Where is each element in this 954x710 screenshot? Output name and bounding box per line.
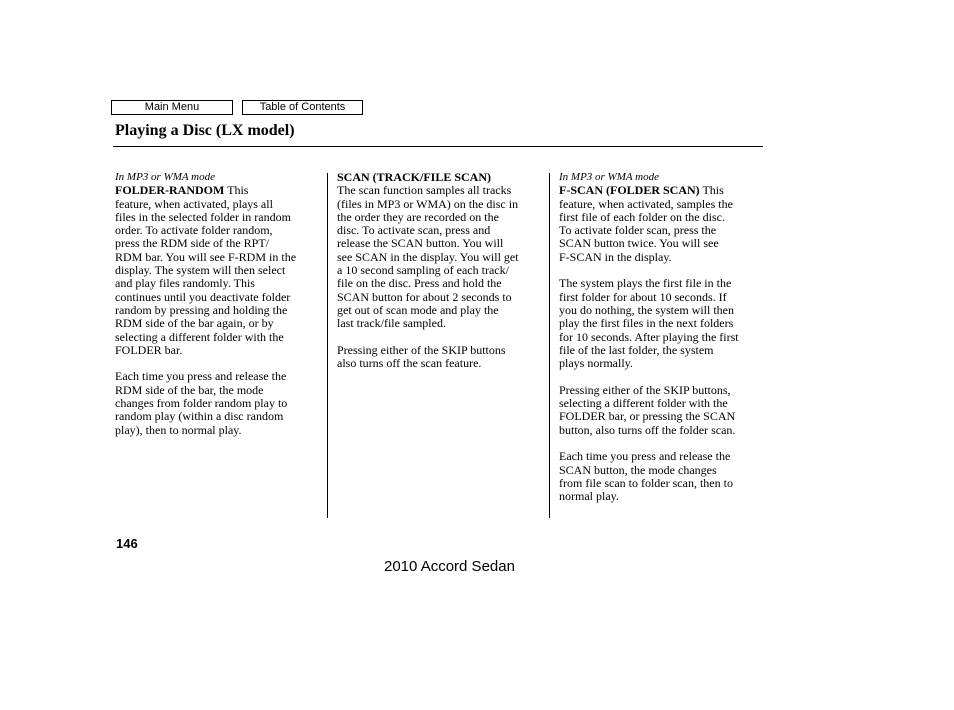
- section-heading: F-SCAN (FOLDER SCAN): [559, 183, 700, 198]
- page-title: Playing a Disc (LX model): [115, 122, 295, 139]
- column-folder-scan: [559, 171, 765, 503]
- column-folder-random: [115, 171, 321, 437]
- paragraph: Pressing either of the SKIP buttons also turns off the scan feature.: [337, 342, 506, 371]
- paragraph: The scan function samples all tracks (files in MP3 or WMA) on the disc in the order they are recorded on the disc. To activate scan, press and release the SCAN button. You will see SCAN in the display. You will get a 10 second sampling of each track/ file on the disc. Press and hold the SCAN button for about 2 seconds to get out of scan mode and play the last track/file sampled.: [337, 183, 519, 331]
- section-heading: FOLDER-RANDOM: [115, 183, 225, 198]
- paragraph-text: This feature, when activated, samples the first file of each folder on the disc. To activate folder scan, press the SCAN button twice. You will see F-SCAN in the display.: [559, 183, 733, 264]
- paragraph: Each time you press and release the SCAN button, the mode changes from file scan to folder scan, then to normal play.: [559, 449, 733, 504]
- column-scan: [337, 171, 543, 370]
- title-divider: [113, 146, 763, 147]
- section-heading: SCAN (TRACK/FILE SCAN): [337, 170, 492, 184]
- paragraph: [559, 184, 765, 264]
- main-menu-button[interactable]: Main Menu: [111, 100, 233, 115]
- page-number: 146: [116, 536, 138, 551]
- mode-caption: In MP3 or WMA mode: [559, 171, 659, 183]
- mode-caption: In MP3 or WMA mode: [115, 171, 215, 183]
- paragraph: [115, 184, 321, 357]
- paragraph: Each time you press and release the RDM side of the bar, the mode changes from folder random play to random play (within a disc random play), then to normal play.: [115, 369, 288, 437]
- table-of-contents-button[interactable]: Table of Contents: [242, 100, 363, 115]
- paragraph-text: This feature, when activated, plays all files in the selected folder in random order. To activate folder random, press the RDM side of the RPT/ RDM bar. You will see F-RDM in the display. The system will then select and play files randomly. This continues until you deactivate folder random by pressing and holding the RDM side of the bar again, or by selecting a different folder with the FOLDER bar.: [115, 183, 297, 357]
- paragraph: The system plays the first file in the first folder for about 10 seconds. If you do nothing, the system will then play the first files in the next folders for 10 seconds. After playing the first file of the last folder, the system plays normally.: [559, 276, 739, 371]
- column-divider: [549, 173, 550, 518]
- paragraph: Pressing either of the SKIP buttons, selecting a different folder with the FOLDER bar, or pressing the SCAN button, also turns off the folder scan.: [559, 382, 736, 437]
- column-divider: [327, 173, 328, 518]
- footer-model-name: 2010 Accord Sedan: [384, 558, 515, 575]
